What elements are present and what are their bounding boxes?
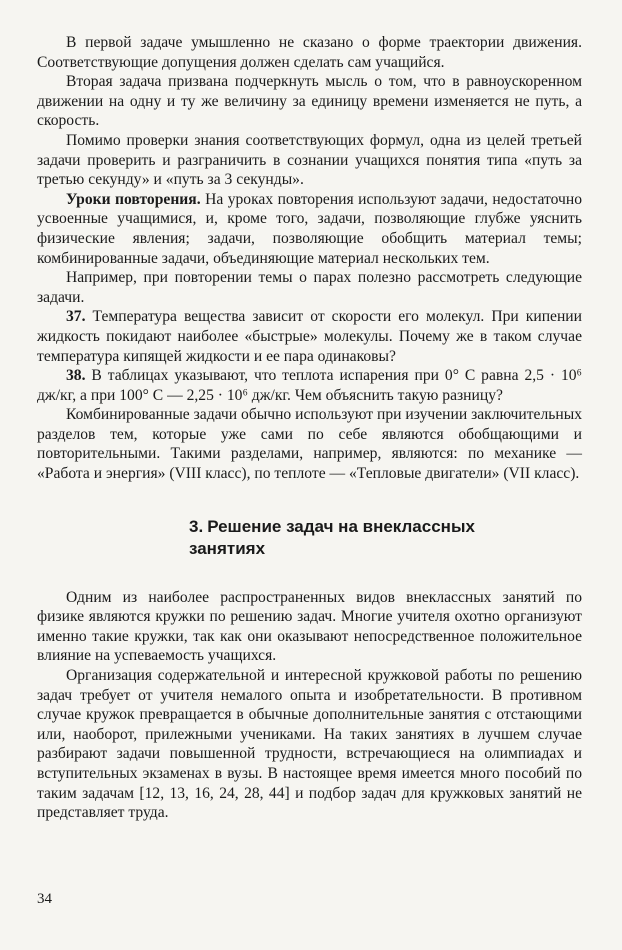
paragraph: Комбинированные задачи обычно используют при изучении заключительных разделов тем, которые уже сами по себе являются обобщающими и повторительными. Такими разделами, например, являются: по механике — «Работа и энергия» (VIII класс), по теплоте — «Тепловые двигатели» (VII класс). <box>37 406 582 483</box>
paragraph: Помимо проверки знания соответствующих формул, одна из целей третьей задачи проверить и разграничить в сознании учащихся понятия типа «путь за третью секунду» и «путь за 3 секунды». <box>37 131 582 189</box>
section-number: 3. <box>189 516 204 536</box>
problem-text: В таблицах указывают, что теплота испарения при 0° С равна 2,5 · 10⁶ дж/кг, а при 100° С — 2,25 · 10⁶ дж/кг. Чем объяснить такую разницу? <box>37 367 582 404</box>
problem-number: 38. <box>66 367 86 385</box>
paragraph-text: На уроках повторения используют задачи, недостаточно усвоенные учащимися, и, кроме того, задачи, позволяющие глубже уяснить физические явления; задачи, позволяющие обобщить материал темы; комбинированные задачи, объединяющие материал нескольких тем. <box>37 190 582 267</box>
paragraph <box>37 190 582 268</box>
problem-38 <box>37 366 582 405</box>
problem-number: 37. <box>66 308 86 326</box>
section-title-line1: Решение задач на внеклассных <box>207 516 475 536</box>
paragraph: В первой задаче умышленно не сказано о форме траектории движения. Соответствующие допущения должен сделать сам учащийся. <box>37 34 582 71</box>
paragraph: Например, при повторении темы о парах полезно рассмотреть следующие задачи. <box>37 269 582 306</box>
paragraph: Организация содержательной и интересной кружковой работы по решению задач требует от учителя немалого опыта и изобретательности. В противном случае кружок превращается в обычные дополнительные занятия с отстающими или, наоборот, прилежными учениками. На таких занятиях в лучшем случае разбирают задачи повышенной трудности, встречающиеся на олимпиадах и вступительных экзаменах в вузы. В настоящее время имеется много пособий по таким задачам [12, 13, 16, 24, 28, 44] и подбор задач для кружковых занятий не представляет труда. <box>37 667 582 822</box>
page-number: 34 <box>37 891 52 907</box>
problem-text: Температура вещества зависит от скорости его молекул. При кипении жидкость покидают наиболее «быстрые» молекулы. Почему же в таком случае температура кипящей жидкости и ее пара одинаковы? <box>37 308 582 365</box>
section-title-line2: занятиях <box>189 538 266 558</box>
paragraph: Одним из наиболее распространенных видов внеклассных занятий по физике являются кружки по решению задач. Многие учителя охотно организуют именно такие кружки, так как они оказывают непосредственное положительное влияние на успеваемость учащихся. <box>37 588 582 665</box>
problem-37 <box>37 307 582 366</box>
page-text <box>37 33 582 823</box>
paragraph: Вторая задача призвана подчеркнуть мысль о том, что в равноускоренном движении на одну и ту же величину за единицу времени изменяется не путь, а скорость. <box>37 73 582 130</box>
section-heading <box>37 516 582 560</box>
subsection-lead: Уроки повторения. <box>66 190 201 208</box>
